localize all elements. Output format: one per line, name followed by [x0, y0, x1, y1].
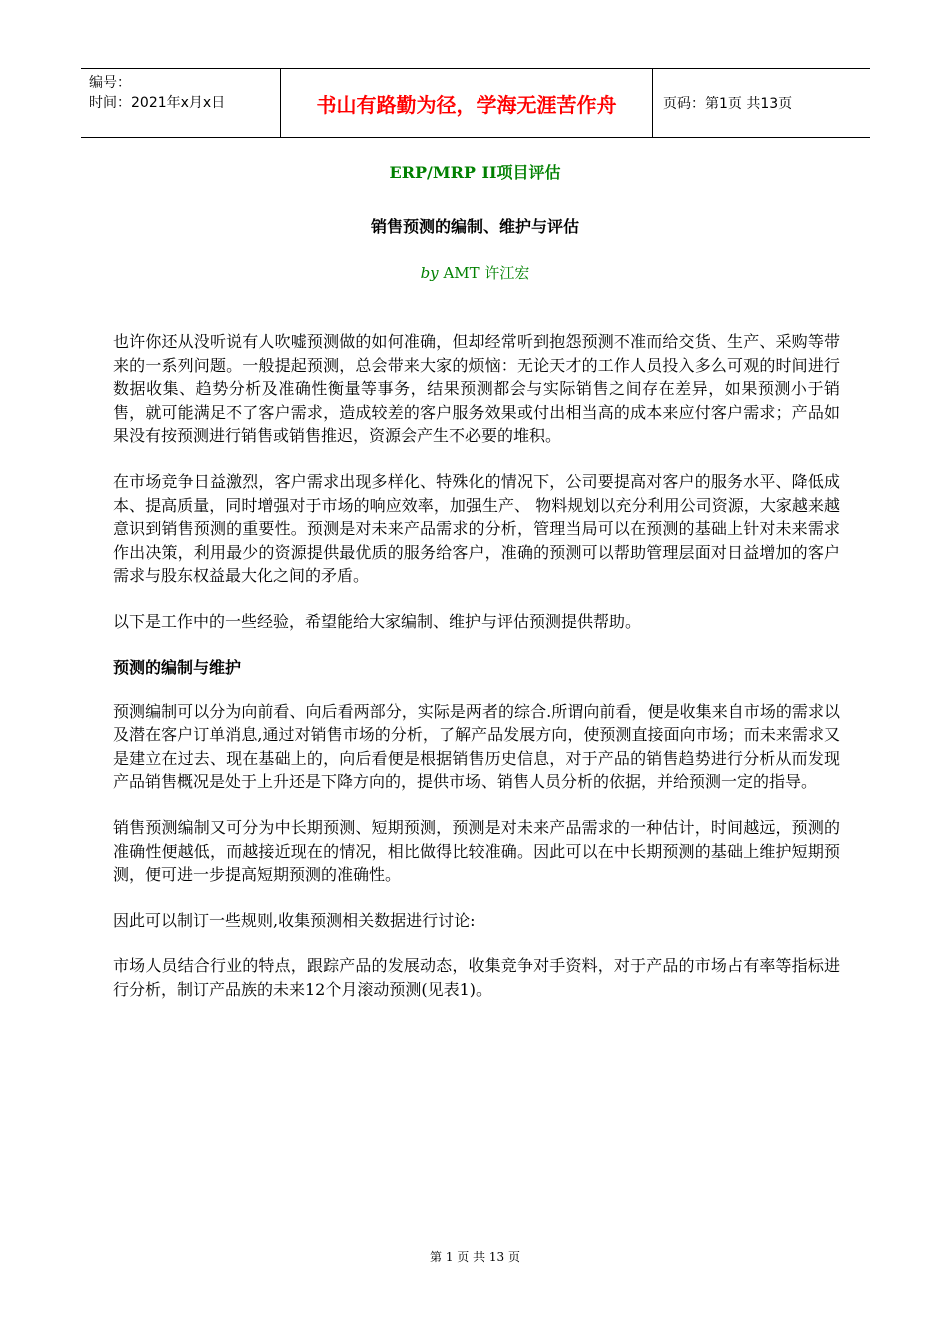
author-name: AMT 许江宏: [443, 264, 530, 282]
serial-number-label: 编号：: [89, 75, 131, 91]
paragraph-forecast-method: 预测编制可以分为向前看、向后看两部分，实际是两者的综合.所谓向前看，便是收集来自市场的需求以及潜在客户订单消息,通过对销售市场的分析，了解产品发展方向，使预测直接面向市场；而未来需求又是建立在过去、现在基础上的，向后看便是根据销售历史信息，对于产品的销售趋势进行分析从而发现产品销售概况是处于上升还是下降方向的，提供市场、销售人员分析的依据，并给预测一定的指导。: [113, 701, 840, 792]
paragraph-rules: 因此可以制订一些规则,收集预测相关数据进行讨论:: [113, 910, 476, 930]
paragraph-forecast-term: 销售预测编制又可分为中长期预测、短期预测，预测是对未来产品需求的一种估计，时间越远，预测的准确性便越低，而越接近现在的情况，相比做得比较准确。因此可以在中长期预测的基础上维护短期预测，便可进一步提高短期预测的准确性。: [113, 817, 840, 885]
document-body: [113, 330, 840, 1023]
document-subtitle: 销售预测的编制、维护与评估: [370, 217, 579, 236]
document-header: [81, 68, 870, 138]
document-author: [0, 262, 950, 283]
section-heading: 预测的编制与维护: [113, 657, 242, 677]
header-meta: [81, 69, 281, 137]
document-title: ERP/MRP II项目评估: [389, 163, 561, 182]
paragraph-intro: 也许你还从没听说有人吹嘘预测做的如何准确，但却经常听到抱怨预测不准而给交货、生产、采购等带来的一系列问题。一般提起预测，总会带来大家的烦恼：无论天才的工作人员投入多么可观的时间进行数据收集、趋势分析及准确性衡量等事务，结果预测都会与实际销售之间存在差异，如果预测小于销售，就可能满足不了客户需求，造成较差的客户服务效果或付出相当高的成本来应付客户需求；产品如果没有按预测进行销售或销售推迟，资源会产生不必要的堆积。: [113, 332, 840, 446]
author-prefix: by: [420, 264, 439, 282]
paragraph-market: 在市场竞争日益激烈，客户需求出现多样化、特殊化的情况下，公司要提高对客户的服务水平、降低成本、提高质量，同时增强对于市场的响应效率，加强生产、 物料规划以充分利用公司资源，大家越来越意识到销售预测的重要性。预测是对未来产品需求的分析，管理当局可以在预测的基础上针对未来需求作出决策，利用最少的资源提供最优质的服务给客户，准确的预测可以帮助管理层面对日益增加的客户需求与股东权益最大化之间的矛盾。: [113, 471, 840, 586]
header-motto: 书山有路勤为径，学海无涯苦作舟: [281, 69, 653, 137]
paragraph-marketing: 市场人员结合行业的特点，跟踪产品的发展动态，收集竞争对手资料，对于产品的市场占有率等指标进行分析，制订产品族的未来12个月滚动预测(见表1)。: [113, 956, 840, 999]
page-footer: 第 1 页 共 13 页: [430, 1250, 520, 1264]
paragraph-experience: 以下是工作中的一些经验，希望能给大家编制、维护与评估预测提供帮助。: [113, 611, 642, 631]
header-page-info: 页码：第1页 共13页: [663, 96, 793, 112]
time-label: 时间：2021年x月x日: [89, 95, 226, 111]
